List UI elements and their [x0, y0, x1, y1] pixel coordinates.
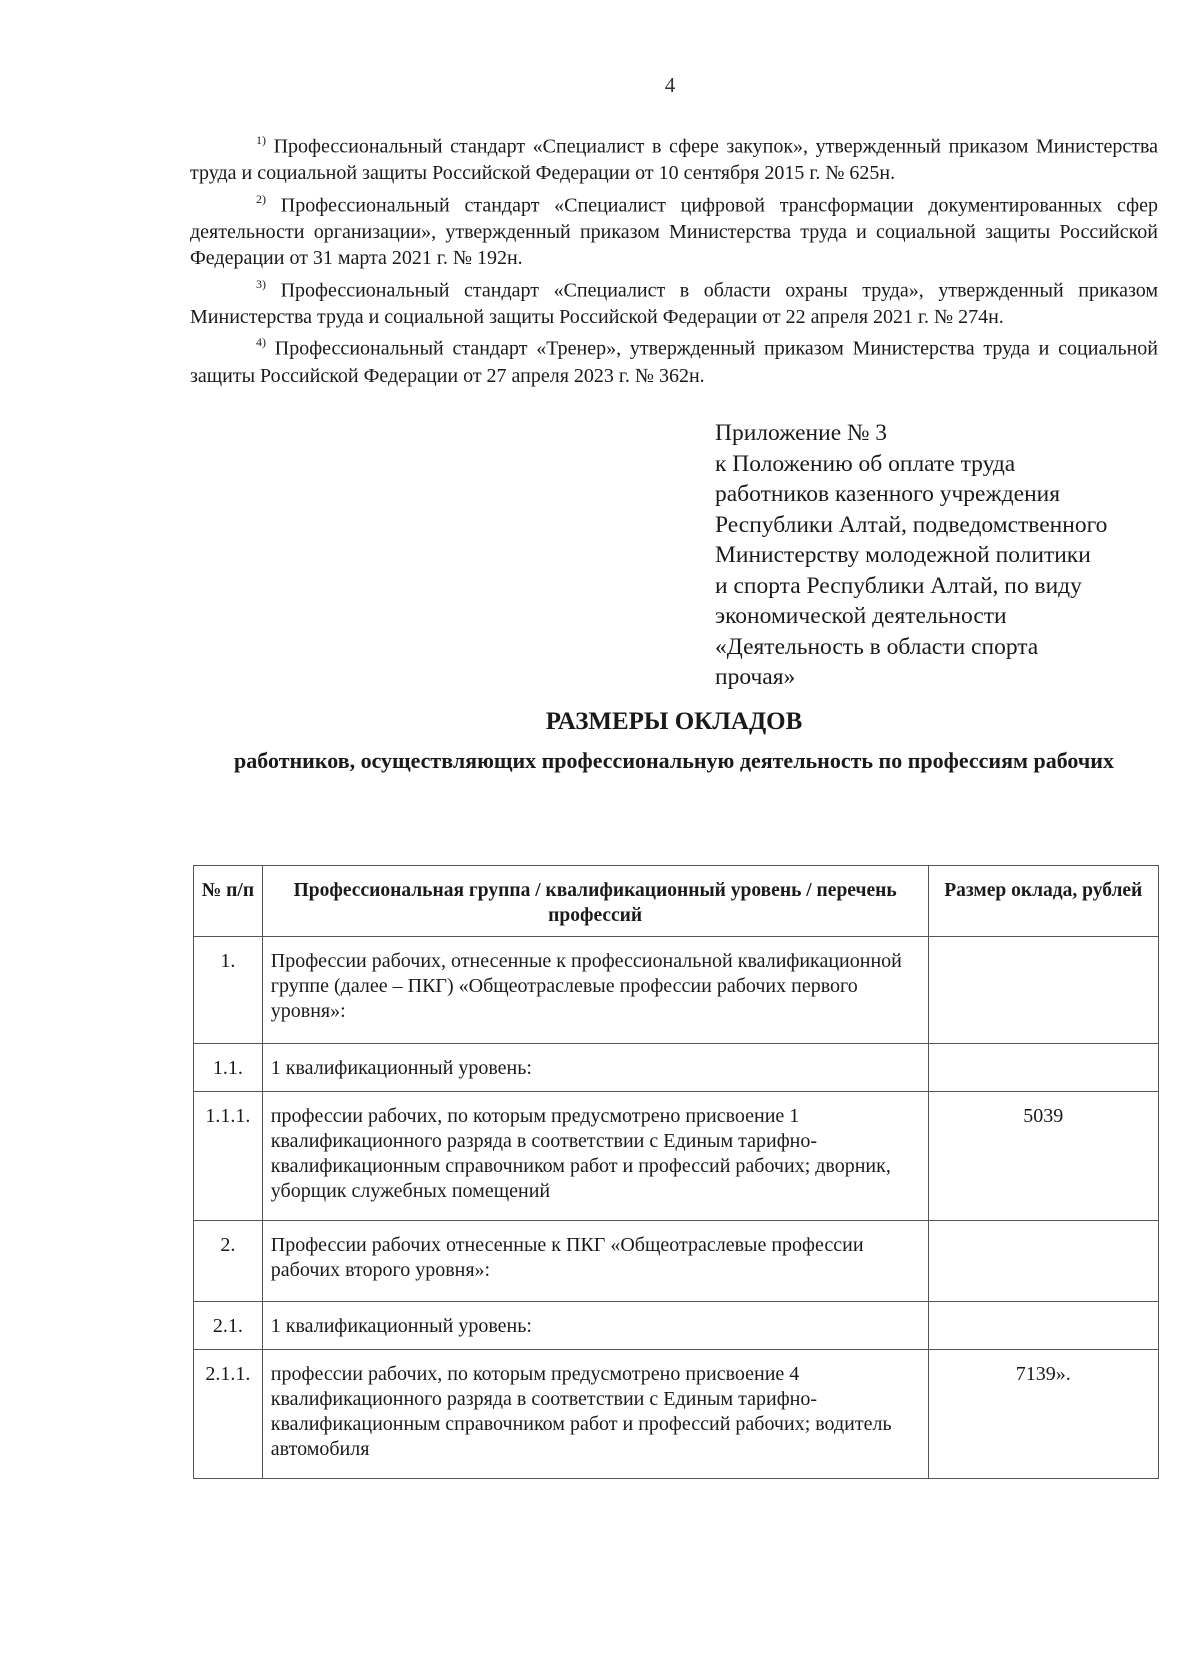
row-salary: 7139». [928, 1350, 1158, 1479]
footnotes [190, 128, 1158, 389]
table-row [194, 937, 1159, 1044]
row-number: 1. [194, 937, 263, 1044]
table-row [194, 1302, 1159, 1350]
row-description: профессии рабочих, по которым предусмотрено присвоение 4 квалификационного разряда в соответствии с Единым тарифно-квалификационным справочником работ и профессий рабочих; водитель автомобиля [262, 1350, 928, 1479]
row-description: 1 квалификационный уровень: [262, 1302, 928, 1350]
row-number: 2.1. [194, 1302, 263, 1350]
appendix-reference [715, 418, 1175, 693]
document-subtitle: работников, осуществляющих профессиональную деятельность по профессиям рабочих [234, 748, 1114, 773]
header-num: № п/п [194, 866, 263, 937]
footnote-2 [190, 187, 1158, 272]
footnote-text: Профессиональный стандарт «Специалист цифровой трансформации документированных сфер деятельности организации», утвержденный приказом Министерства труда и социальной защиты Российской Федерации от 31 марта 2021 г. № 192н. [190, 194, 1158, 270]
header-group: Профессиональная группа / квалификационный уровень / перечень профессий [262, 866, 928, 937]
row-salary [928, 1044, 1158, 1092]
table-row [194, 1044, 1159, 1092]
appendix-line: и спорта Республики Алтай, по виду [715, 572, 1082, 599]
footnote-mark: 1) [256, 133, 266, 147]
footnote-text: Профессиональный стандарт «Специалист в сфере закупок», утвержденный приказом Министерства труда и социальной защиты Российской Федерации от 10 сентября 2015 г. № 625н. [190, 135, 1159, 185]
row-number: 2.1.1. [194, 1350, 263, 1479]
table-row [194, 1350, 1159, 1479]
row-number: 1.1.1. [194, 1092, 263, 1221]
footnote-mark: 2) [256, 191, 266, 206]
footnote-text: Профессиональный стандарт «Специалист в области охраны труда», утвержденный приказом Министерства труда и социальной защиты Российской Федерации от 22 апреля 2021 г. № 274н. [190, 279, 1159, 328]
appendix-line: прочая» [715, 664, 796, 690]
row-salary [928, 937, 1158, 1044]
row-description: Профессии рабочих, отнесенные к профессиональной квалификационной группе (далее – ПКГ) «Общеотраслевые профессии рабочих первого уровня»: [262, 937, 928, 1044]
footnote-1 [190, 128, 1158, 187]
row-description: Профессии рабочих отнесенные к ПКГ «Общеотраслевые профессии рабочих второго уровня»: [262, 1221, 928, 1302]
appendix-line: экономической деятельности [715, 603, 1007, 629]
row-salary [928, 1221, 1158, 1302]
appendix-line: «Деятельность в области спорта [715, 633, 1039, 660]
header-salary: Размер оклада, рублей [928, 866, 1158, 937]
row-number: 1.1. [194, 1044, 263, 1092]
page-number: 4 [664, 73, 676, 97]
row-description: профессии рабочих, по которым предусмотрено присвоение 1 квалификационного разряда в соответствии с Единым тарифно-квалификационным справочником работ и профессий рабочих; дворник, уборщик служебных помещений [262, 1092, 928, 1221]
salary-table [193, 865, 1159, 1479]
table-row [194, 1221, 1159, 1302]
row-salary [928, 1302, 1158, 1350]
appendix-line: работников казенного учреждения [715, 481, 1061, 507]
row-salary: 5039 [928, 1092, 1158, 1221]
appendix-line: Министерству молодежной политики [715, 542, 1091, 568]
row-number: 2. [194, 1221, 263, 1302]
table-header-row [194, 866, 1159, 937]
footnote-mark: 4) [256, 335, 266, 350]
row-description: 1 квалификационный уровень: [262, 1044, 928, 1092]
footnote-mark: 3) [256, 276, 266, 291]
appendix-line: Республики Алтай, подведомственного [715, 511, 1108, 538]
document-title: РАЗМЕРЫ ОКЛАДОВ [545, 708, 803, 735]
appendix-line: к Положению об оплате труда [715, 450, 1016, 477]
table-row [194, 1092, 1159, 1221]
footnote-3 [190, 272, 1158, 331]
footnote-4 [190, 330, 1158, 389]
appendix-line: Приложение № 3 [715, 420, 888, 446]
footnote-text: Профессиональный стандарт «Тренер», утвержденный приказом Министерства труда и социальной защиты Российской Федерации от 27 апреля 2023 г. № 362н. [190, 338, 1159, 387]
